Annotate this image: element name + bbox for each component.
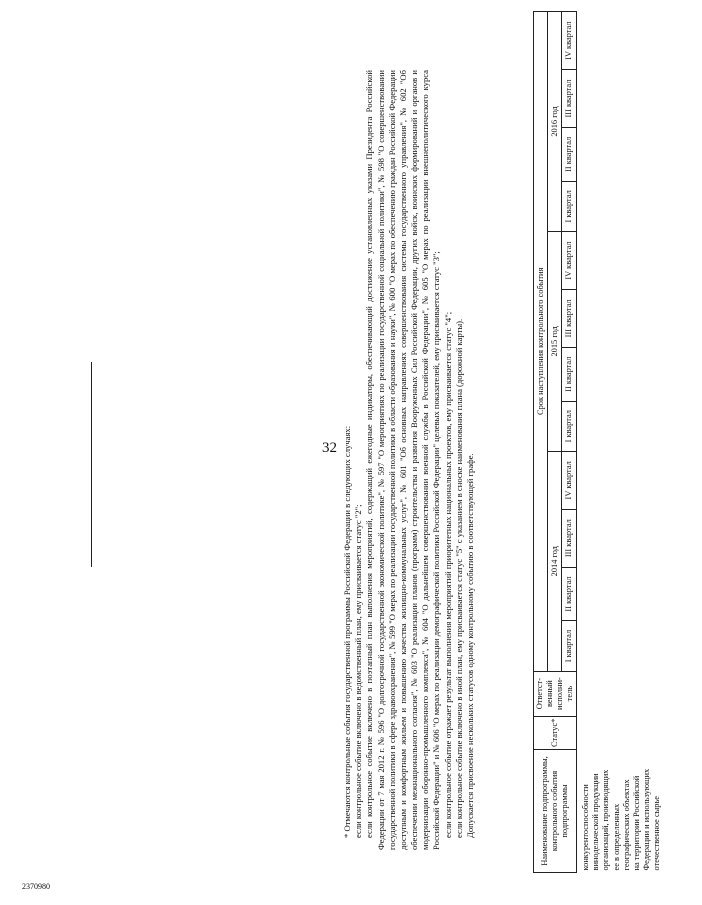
header-quarter: II квартал — [562, 347, 577, 401]
header-year-2014: 2014 год — [548, 451, 562, 671]
header-quarter: IV квартал — [562, 451, 577, 509]
header-quarter: III квартал — [562, 70, 577, 128]
row-empty-cells — [577, 12, 702, 750]
header-quarter: II квартал — [562, 127, 577, 181]
page-number: 32 — [322, 440, 337, 456]
footnote-paragraph: если контрольное событие включено в иной план, ему присваивается статус "5" с указанием в сноске наименования плана (дорожной карты). — [453, 318, 464, 838]
header-quarter: III квартал — [562, 509, 577, 567]
table-row — [577, 12, 702, 873]
footnote-paragraph: если контрольное событие включено в ведомственный план, ему присваивается статус "2"; — [353, 504, 364, 838]
row-event-name: конкурентоспособности винодельческой продукции организаций, производящих ее в определенных географических объектах на территории Российской Федерации и использующих отечественное сырье — [581, 768, 661, 871]
header-quarter: II квартал — [562, 567, 577, 621]
table-header-row-1 — [534, 12, 548, 873]
header-name-column: Наименование подпрограммы, контрольного события подпрограммы — [534, 750, 577, 873]
header-quarter: I квартал — [562, 181, 577, 231]
footnote-paragraph: если контрольное событие включено в поэтапный план выполнения мероприятий, содержащий ежегодные индикаторы, обеспечивающий достижение установленных указами Президента Российской Федерации от 7 мая 2012 г. № 596 "О долгосрочной государственной экономической политике", № 597 "О мероприятиях по реализации государственной социальной политики", № 598 "О совершенствовании государственной политики в сфере здравоохранения", № 599 "О мерах по реализации государственной политики в области образования и науки", № 600 "О мерах по обеспечению граждан Российской Федерации доступным и комфортным жильем и повышению качества жилищно-коммунальных услуг", № 601 "Об основных направлениях совершенствования системы государственного управления", № 602 "Об обеспечении межнационального согласия", № 603 "О реализации планов (программ) строительства и развития Вооруженных Сил Российской Федерации, других войск, воинских формирований и органов и модернизации оборонно-промышленного комплекса", № 604 "О дальнейшем совершенствовании военной службы в Российской Федерации", № 605 "О мерах по реализации внешнеполитического курса Российской Федерации" и № 606 "О мерах по реализации демографической политики Российской Федерации" целевых показателей, ему присваивается статус "3"; — [364, 70, 442, 850]
closing-rule — [91, 362, 92, 567]
header-responsible-column: Ответст-венный исполни-тель — [534, 671, 577, 716]
status-footnote — [342, 70, 476, 850]
header-quarter: III квартал — [562, 290, 577, 348]
header-year-2015: 2015 год — [548, 231, 562, 451]
document-code: 2370980 — [22, 882, 50, 891]
footnote-paragraph: Допускается присвоение нескольких статусов одному контрольному событию в соответствующей графе. — [464, 453, 475, 838]
footnote-paragraph: если контрольное событие отражает результат выполнения мероприятий приоритетных национальных проектов, ему присваивается статус "4"; — [442, 311, 453, 838]
footnote-paragraph: * Отмечаются контрольные события государственной программы Российской Федерации в следующих случаях: — [342, 425, 352, 838]
header-quarter: IV квартал — [562, 12, 577, 70]
header-quarter: I квартал — [562, 621, 577, 671]
header-status-column: Статус* — [534, 716, 577, 749]
header-year-2016: 2016 год — [548, 12, 562, 232]
header-deadline-column: Срок наступления контрольного события — [534, 12, 548, 672]
header-quarter: IV квартал — [562, 231, 577, 289]
control-events-table — [533, 11, 702, 873]
header-quarter: I квартал — [562, 401, 577, 451]
